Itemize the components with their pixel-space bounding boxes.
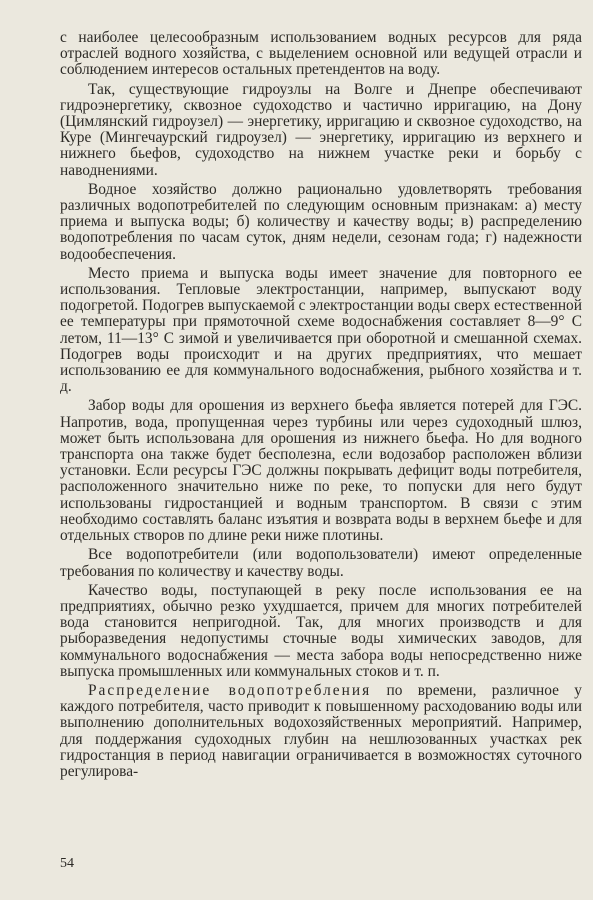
paragraph-5: Забор воды для орошения из верхнего бьефа является потерей для ГЭС. Напротив, вода, пропущенная через турбины или через судоходный шлюз, может быть использована для орошения из нижнего бьефа. Но для водного транспорта она также будет бесполезна, если водозабор расположен вблизи установки. Если ресурсы ГЭС должны покрывать дефицит воды потребителя, расположенного значительно ниже по реке, то попуски для него будут использованы гидростанцией и водным транспортом. В связи с этим необходимо составлять баланс изъятия и возврата воды в верхнем бьефе и для отдельных створов по длине реки ниже плотины. xyxy=(60,397,582,545)
paragraph-1: с наиболее целесообразным использованием водных ресурсов для ряда отраслей водного хозяйства, с выделением основной или ведущей отрасли и соблюдением интересов остальных претендентов на воду. xyxy=(60,29,582,79)
paragraph-7: Качество воды, поступающей в реку после использования ее на предприятиях, обычно резко ухудшается, причем для многих потребителей вода становится непригодной. Так, для многих производств и для рыборазведения недопустимы сточные воды химических заводов, для коммунального водоснабжения — места забора воды непосредственно ниже выпуска промышленных или коммунальных стоков и т. п. xyxy=(60,581,582,680)
paragraph-2: Так, существующие гидроузлы на Волге и Днепре обеспечивают гидроэнергетику, сквозное судоходство и частично ирригацию, на Дону (Цимлянский гидроузел) — энергетику, ирригацию и сквозное судоходство, на Куре (Мингечаурский гидроузел) — энергетику, ирригацию из верхнего и нижнего бьефов, судоходство на нижнем участке реки и борьбу с наводнениями. xyxy=(60,80,582,179)
paragraph-3: Водное хозяйство должно рационально удовлетворять требования различных водопотребителей по следующим основным признакам: а) месту приема и выпуска воды; б) количеству и качеству воды; в) распределению водопотребления по часам суток, дням недели, сезонам года; г) надежности водообеспечения. xyxy=(60,180,582,263)
paragraph-8 xyxy=(60,683,582,780)
spaced-lead-term: Распределение водопотребления xyxy=(88,681,372,699)
paragraph-8-rest: по времени, различное у каждого потребителя, часто приводит к повышенному расходованию воды или выполнению дополнительных водохозяйственных мероприятий. Например, для поддержания судоходных глубин на нешлюзованных участках рек гидростанция в период навигации ограничивается в возможностях суточного регулирова- xyxy=(60,681,582,780)
paragraph-6: Все водопотребители (или водопользователи) имеют определенные требования по количеству и качеству воды. xyxy=(60,546,582,580)
main-text xyxy=(60,30,582,783)
paragraph-4: Место приема и выпуска воды имеет значение для повторного ее использования. Тепловые электростанции, например, выпускают воду подогретой. Подогрев выпускаемой с электростанции воды сверх естественной ее температуры при прямоточной схеме водоснабжения составляет 8—9° С летом, 11—13° С зимой и увеличивается при оборотной и смешанной схемах. Подогрев воды происходит и на других предприятиях, что мешает использованию ее для коммунального водоснабжения, рыбного хозяйства и т. д. xyxy=(60,264,582,396)
page-number: 54 xyxy=(60,856,74,871)
